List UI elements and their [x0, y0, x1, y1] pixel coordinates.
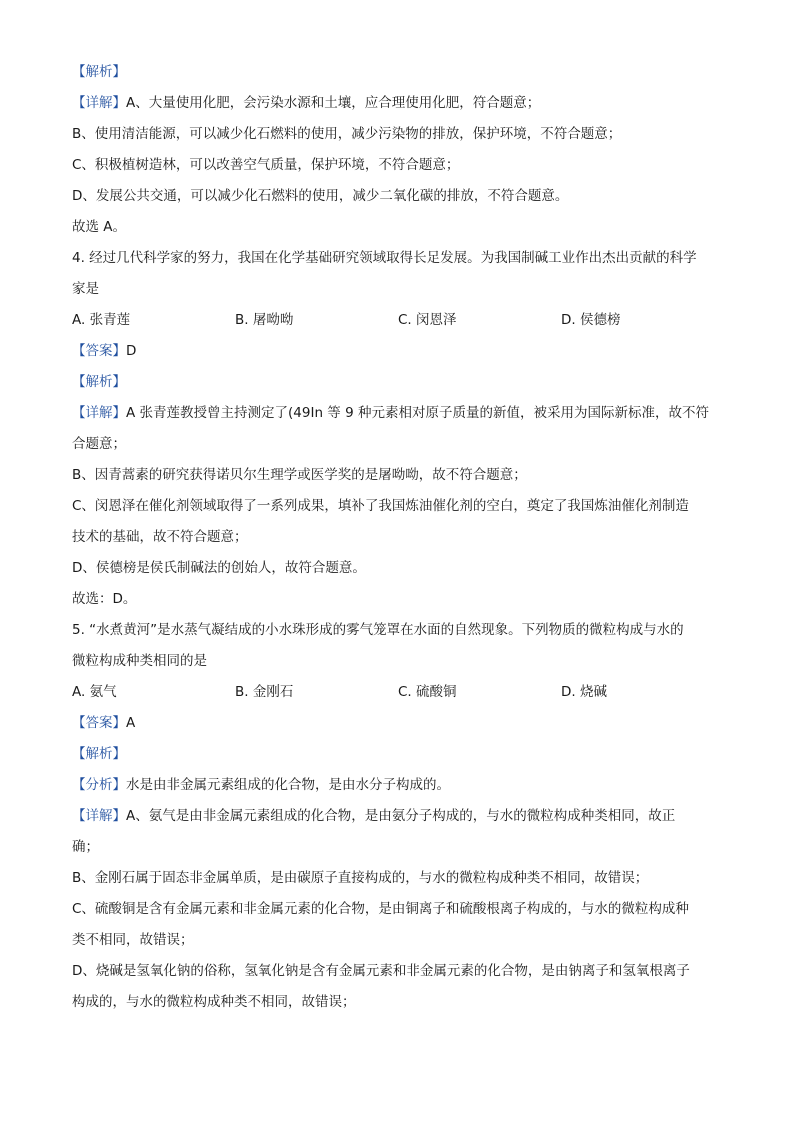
q5-stem-line-2: 微粒构成种类相同的是	[72, 653, 207, 669]
q4-stem-line-1: 4. 经过几代科学家的努力，我国在化学基础研究领域取得长足发展。为我国制碱工业作出杰出贡献的科学	[72, 250, 697, 266]
q4-detail-d: D、侯德榜是侯氏制碱法的创始人，故符合题意。	[72, 560, 366, 576]
analysis-tag: 【解析】	[72, 64, 126, 80]
q4-detail-c-line-1: C、闵恩泽在催化剂领域取得了一系列成果，填补了我国炼油催化剂的空白，奠定了我国炼油催化剂制造	[72, 498, 689, 514]
conclusion-line: 故选 A。	[72, 219, 127, 235]
q5-detail-a-line-2: 确；	[72, 839, 99, 855]
q5-detail-b: B、金刚石属于固态非金属单质，是由碳原子直接构成的，与水的微粒构成种类不相同，故错误；	[72, 870, 649, 886]
q5-detail-d-line-2: 构成的，与水的微粒构成种类不相同，故错误；	[72, 994, 356, 1010]
detail-text: A 张青莲教授曾主持测定了(49In 等 9 种元素相对原子质量的新值，被采用为国际新标准，故不符	[126, 405, 709, 421]
q5-detail-c-line-2: 类不相同，故错误；	[72, 932, 194, 948]
q5-answer	[72, 713, 732, 733]
q4-analysis-heading	[72, 372, 732, 392]
q5-option-c: C. 硫酸铜	[398, 684, 457, 700]
q5-option-a: A. 氨气	[72, 684, 117, 700]
detail-line	[72, 93, 732, 113]
q5-analysis-sub	[72, 775, 732, 795]
analysis-tag: 【解析】	[72, 374, 126, 390]
analysis-sub-tag: 【分析】	[72, 777, 126, 793]
q4-detail-a-line-1	[72, 403, 732, 423]
q4-detail-a-line-2: 合题意；	[72, 436, 126, 452]
answer-tag: 【答案】	[72, 343, 126, 359]
q4-option-b: B. 屠呦呦	[235, 312, 294, 328]
q5-option-d: D. 烧碱	[561, 684, 607, 700]
q5-detail-a-line-1	[72, 806, 732, 826]
q4-option-d: D. 侯德榜	[561, 312, 621, 328]
q5-stem-line-1: 5. “水煮黄河”是水蒸气凝结成的小水珠形成的雾气笼罩在水面的自然现象。下列物质的微粒构成与水的	[72, 622, 684, 638]
q4-detail-c-line-2: 技术的基础，故不符合题意；	[72, 529, 248, 545]
detail-text: A、氨气是由非金属元素组成的化合物，是由氨分子构成的，与水的微粒构成种类相同，故正	[126, 808, 676, 824]
detail-line: D、发展公共交通，可以减少化石燃料的使用，减少二氧化碳的排放，不符合题意。	[72, 188, 569, 204]
analysis-text: 水是由非金属元素组成的化合物，是由水分子构成的。	[126, 777, 450, 793]
detail-line: C、积极植树造林，可以改善空气质量，保护环境，不符合题意；	[72, 157, 460, 173]
document-page	[72, 62, 732, 1023]
q4-option-c: C. 闵恩泽	[398, 312, 457, 328]
q4-stem-line-2: 家是	[72, 281, 99, 297]
q5-detail-c-line-1: C、硫酸铜是含有金属元素和非金属元素的化合物，是由铜离子和硫酸根离子构成的，与水的微粒构成种	[72, 901, 689, 917]
q4-answer	[72, 341, 732, 361]
answer-tag: 【答案】	[72, 715, 126, 731]
answer-value: A	[126, 715, 136, 731]
analysis-heading	[72, 62, 732, 82]
answer-value: D	[126, 343, 137, 359]
detail-tag: 【详解】	[72, 405, 126, 421]
q5-detail-d-line-1: D、烧碱是氢氧化钠的俗称，氢氧化钠是含有金属元素和非金属元素的化合物，是由钠离子和氢氧根离子	[72, 963, 690, 979]
q4-conclusion: 故选：D。	[72, 591, 137, 607]
q4-option-a: A. 张青莲	[72, 312, 131, 328]
detail-tag: 【详解】	[72, 95, 126, 111]
detail-text: A、大量使用化肥，会污染水源和土壤，应合理使用化肥，符合题意；	[126, 95, 541, 111]
detail-tag: 【详解】	[72, 808, 126, 824]
q5-option-b: B. 金刚石	[235, 684, 294, 700]
analysis-tag: 【解析】	[72, 746, 126, 762]
detail-line: B、使用清洁能源，可以减少化石燃料的使用，减少污染物的排放，保护环境，不符合题意；	[72, 126, 622, 142]
q5-options	[72, 682, 732, 702]
q4-options	[72, 310, 732, 330]
q5-analysis-heading	[72, 744, 732, 764]
q4-detail-b: B、因青蒿素的研究获得诺贝尔生理学或医学奖的是屠呦呦，故不符合题意；	[72, 467, 527, 483]
